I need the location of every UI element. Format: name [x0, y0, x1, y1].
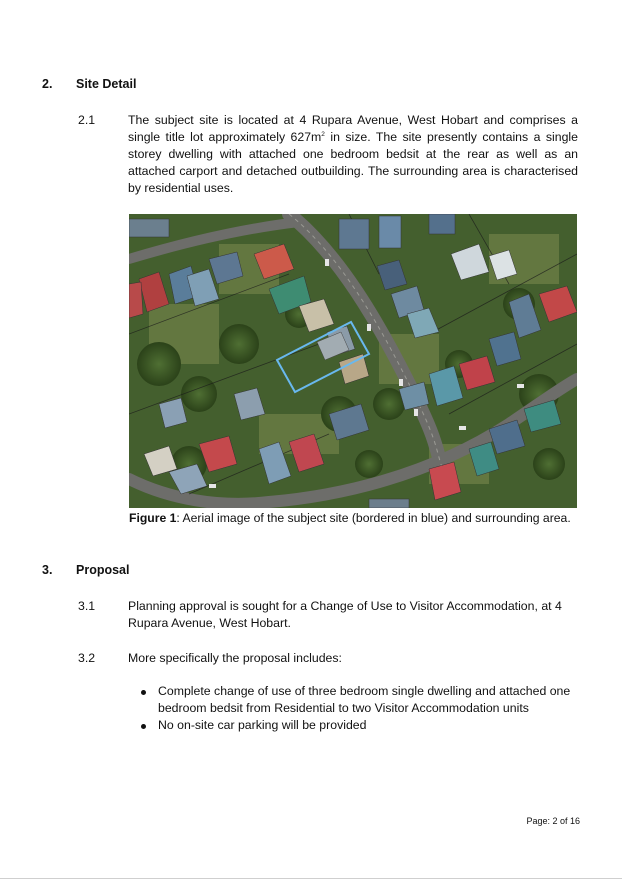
list-item	[128, 683, 578, 717]
page-number: Page: 2 of 16	[526, 816, 580, 826]
paragraph-text-part: The subject site is located at 4 Rupara Avenue, West Hobart and comprises a single title lot approximately 627m	[128, 113, 578, 144]
section-number: 2.	[42, 77, 53, 91]
paragraph-number: 3.2	[78, 651, 96, 665]
aerial-map-graphic	[129, 214, 577, 508]
bullet-icon	[141, 690, 146, 695]
proposal-bullet-list	[128, 683, 578, 734]
list-item	[128, 717, 578, 734]
superscript: 2	[321, 130, 325, 138]
aerial-image	[129, 214, 577, 508]
paragraph-number: 2.1	[78, 113, 96, 127]
figure-caption-text: : Aerial image of the subject site (bordered in blue) and surrounding area.	[176, 511, 571, 525]
list-item-text: No on-site car parking will be provided	[158, 718, 367, 732]
paragraph-number: 3.1	[78, 599, 96, 613]
section-number: 3.	[42, 563, 53, 577]
section-heading-proposal	[42, 563, 130, 577]
paragraph-3-1	[78, 598, 578, 632]
section-title: Proposal	[76, 563, 130, 577]
paragraph-text: Planning approval is sought for a Change of Use to Visitor Accommodation, at 4 Rupara Avenue, West Hobart.	[128, 599, 562, 630]
paragraph-text	[128, 112, 578, 197]
paragraph-text: More specifically the proposal includes:	[128, 651, 342, 665]
paragraph-text-part: in size. The site presently contains a single storey dwelling with attached one bedroom bedsit at the rear as well as an attached carport and detached outbuilding. The surrounding area is characterised by residential uses.	[128, 130, 578, 195]
figure-caption	[129, 511, 571, 525]
paragraph-2-1	[78, 112, 578, 197]
section-title: Site Detail	[76, 77, 137, 91]
list-item-text: Complete change of use of three bedroom single dwelling and attached one bedroom bedsit from Residential to two Visitor Accommodation units	[158, 684, 571, 715]
figure-label: Figure 1	[129, 511, 177, 525]
bullet-icon	[141, 724, 146, 729]
paragraph-3-2	[78, 650, 578, 667]
section-heading-site-detail	[42, 77, 136, 91]
page-bottom-divider	[0, 878, 622, 879]
